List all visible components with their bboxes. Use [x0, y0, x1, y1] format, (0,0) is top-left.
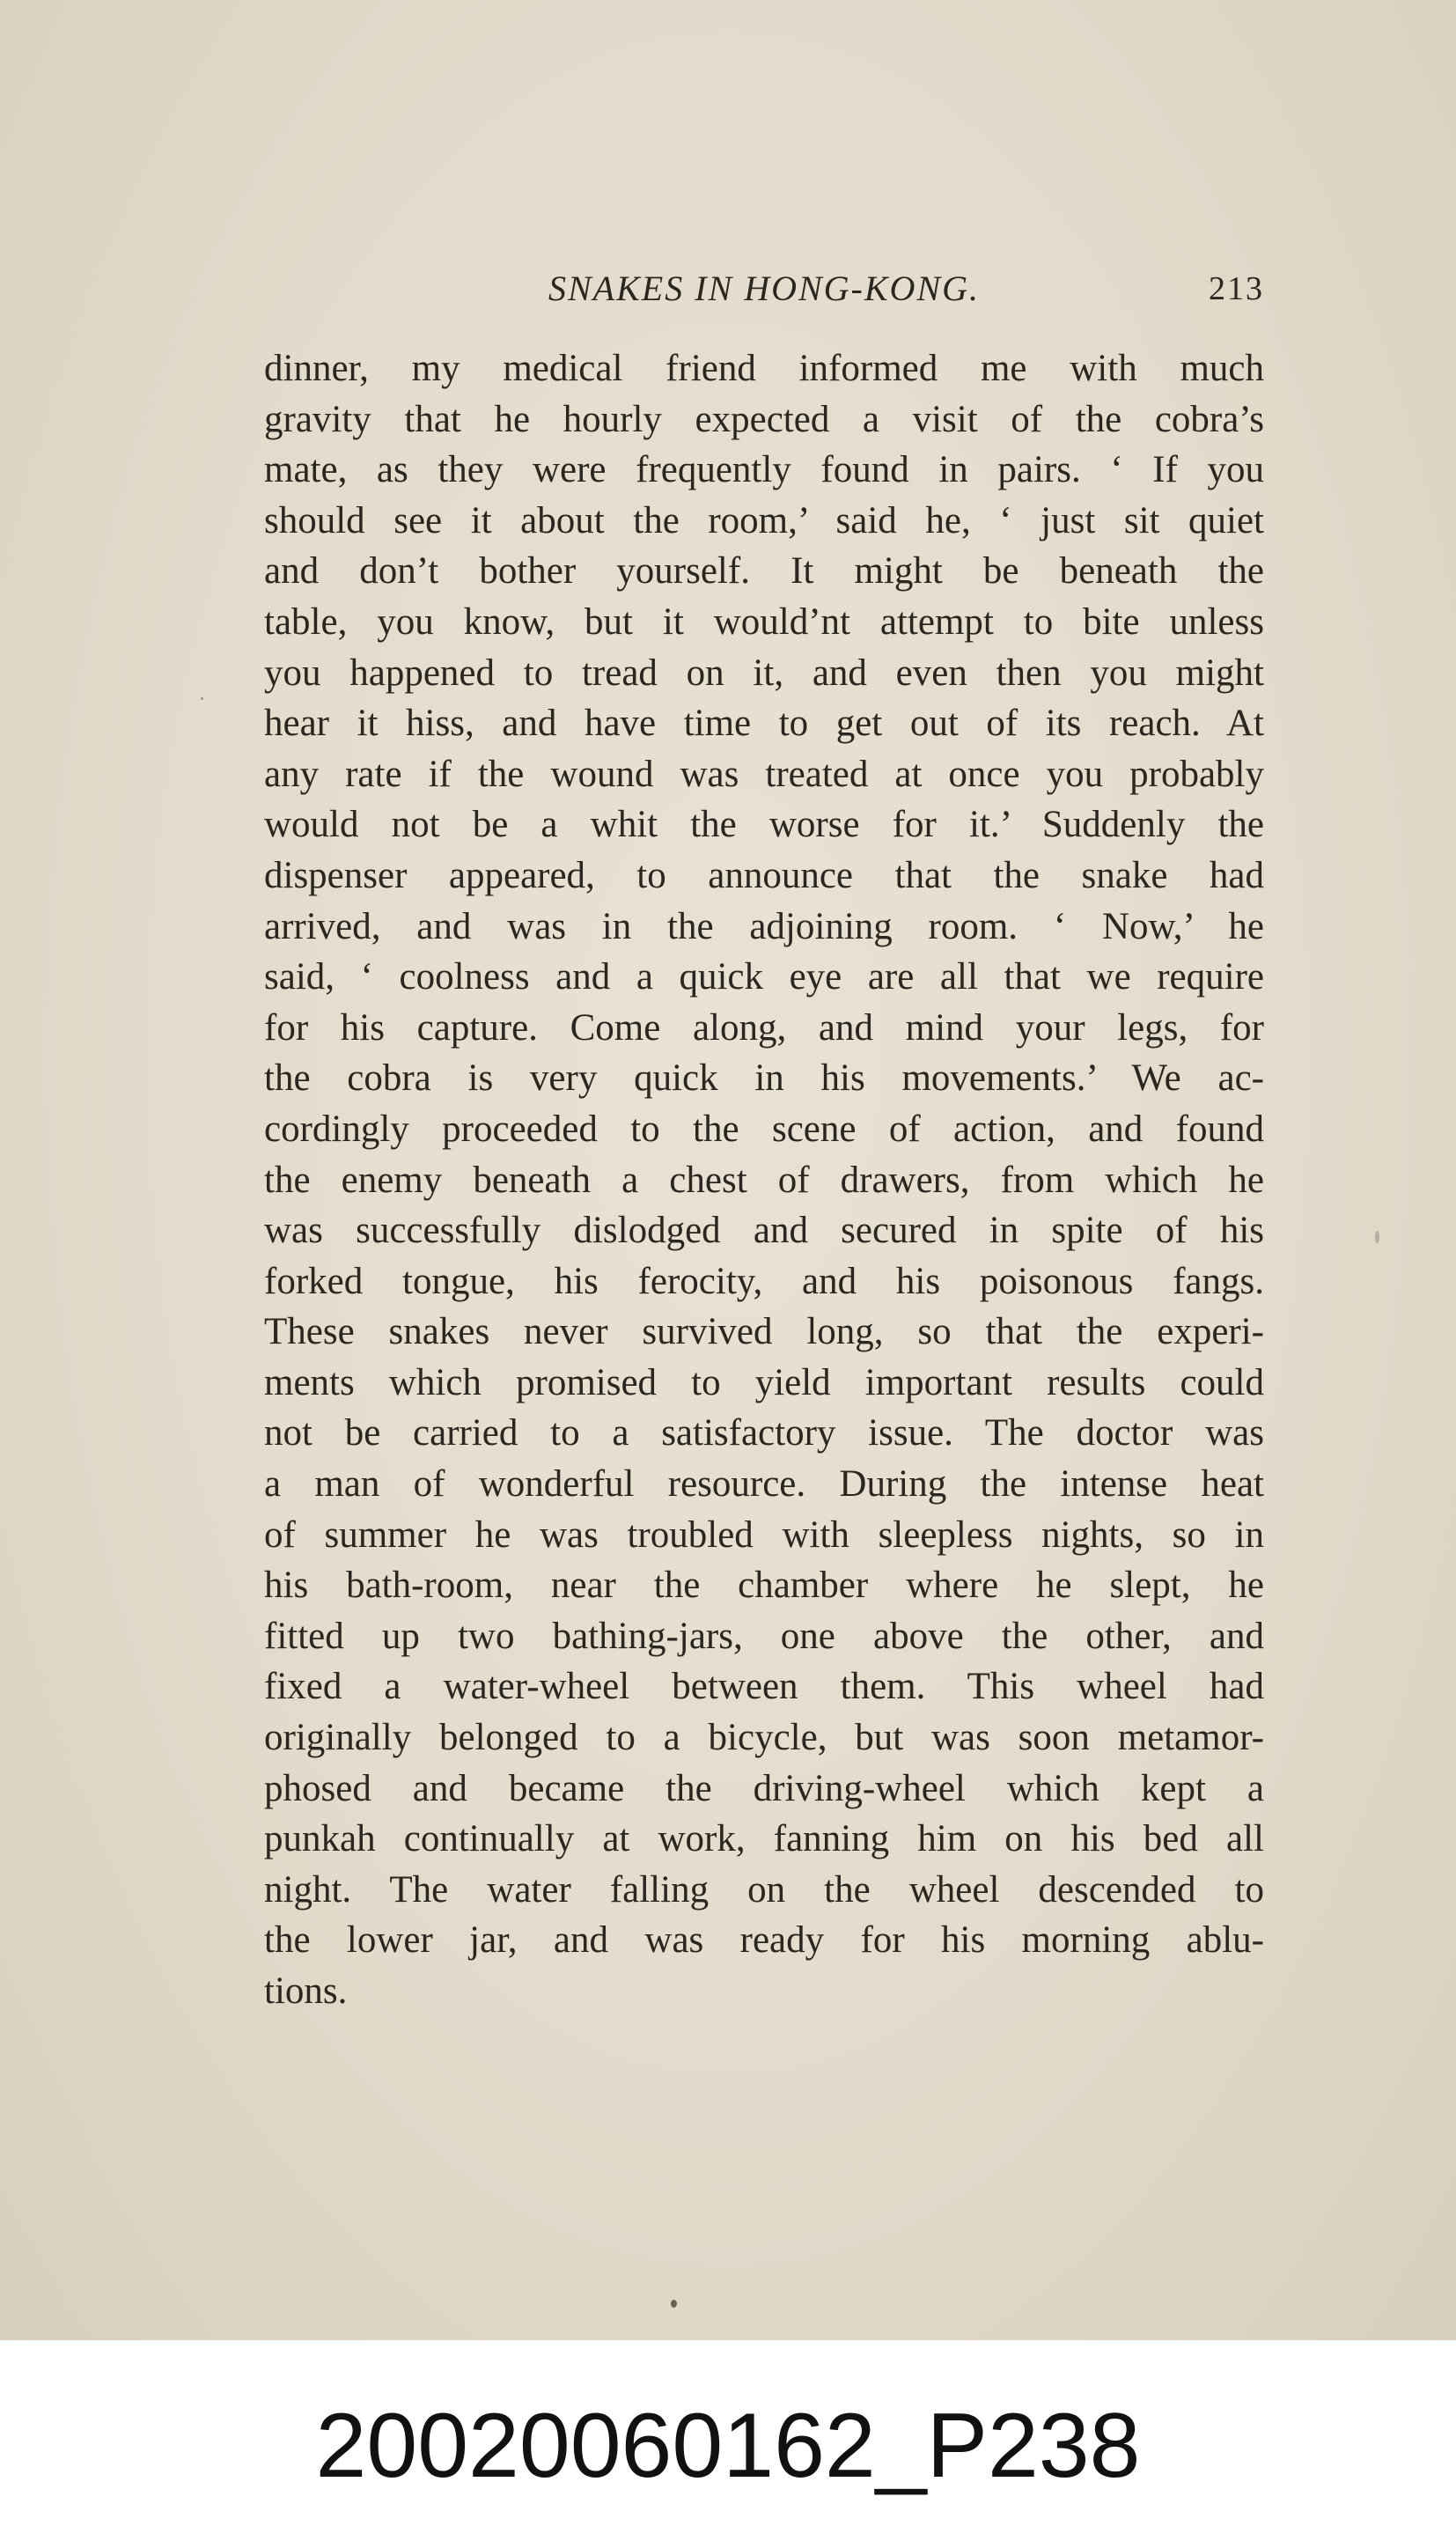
text-line: These snakes never survived long, so that the experi- [264, 1311, 1264, 1353]
text-line: night. The water falling on the wheel descended to [264, 1868, 1264, 1911]
text-line: forked tongue, his ferocity, and his poisonous fangs. [264, 1260, 1264, 1302]
text-line: tions. [264, 1970, 348, 2012]
text-line: dinner, my medical friend informed me with much [264, 348, 1264, 389]
text-line: not be carried to a satisfactory issue. The doctor was [264, 1412, 1264, 1454]
paper-speck [671, 2300, 677, 2308]
text-line: cordingly proceeded to the scene of action, and found [264, 1108, 1264, 1150]
caption-strip [0, 2340, 1456, 2548]
text-line: of summer he was troubled with sleepless nights, so in [264, 1513, 1264, 1556]
text-line: punkah continually at work, fanning him on his bed all [264, 1818, 1264, 1860]
text-line: a man of wonderful resource. During the intense heat [264, 1463, 1264, 1506]
text-line: fitted up two bathing-jars, one above the other, and [264, 1615, 1264, 1657]
text-line: the lower jar, and was ready for his morning ablu- [264, 1919, 1264, 1962]
body-text [264, 343, 1264, 2017]
text-line: table, you know, but it would’nt attempt to bite unless [264, 600, 1264, 643]
text-line: any rate if the wound was treated at once you probably [264, 753, 1264, 795]
text-line: arrived, and was in the adjoining room. ‘ Now,’ he [264, 905, 1264, 947]
page-number: 213 [1209, 270, 1264, 307]
text-line: would not be a whit the worse for it.’ Suddenly the [264, 804, 1264, 846]
text-line: hear it hiss, and have time to get out of its reach. At [264, 703, 1264, 745]
text-line: for his capture. Come along, and mind your legs, for [264, 1006, 1264, 1049]
text-line: originally belonged to a bicycle, but was soon metamor- [264, 1717, 1264, 1759]
paper-speck [201, 697, 203, 700]
text-line: phosed and became the driving-wheel which kept a [264, 1767, 1264, 1809]
text-line: ments which promised to yield important results could [264, 1361, 1264, 1403]
text-line: was successfully dislodged and secured in spite of his [264, 1210, 1264, 1252]
text-line: his bath-room, near the chamber where he slept, he [264, 1565, 1264, 1607]
text-line: you happened to tread on it, and even then you might [264, 652, 1264, 694]
text-line: fixed a water-wheel between them. This wheel had [264, 1666, 1264, 1708]
running-head [264, 262, 1264, 315]
paper-speck [1375, 1231, 1379, 1243]
running-title: SNAKES IN HONG-KONG. [548, 269, 981, 308]
text-line: the enemy beneath a chest of drawers, from which he [264, 1159, 1264, 1201]
text-line: the cobra is very quick in his movements.’ We ac- [264, 1057, 1264, 1100]
image-caption: 20020060162_P238 [315, 2395, 1141, 2497]
text-line: mate, as they were frequently found in pairs. ‘ If you [264, 449, 1264, 491]
text-line: said, ‘ coolness and a quick eye are all that we require [264, 956, 1264, 998]
text-line: and don’t bother yourself. It might be beneath the [264, 550, 1264, 593]
text-line: should see it about the room,’ said he, ‘ just sit quiet [264, 499, 1264, 541]
text-line: gravity that he hourly expected a visit of the cobra’s [264, 398, 1264, 440]
text-line: dispenser appeared, to announce that the snake had [264, 854, 1264, 896]
